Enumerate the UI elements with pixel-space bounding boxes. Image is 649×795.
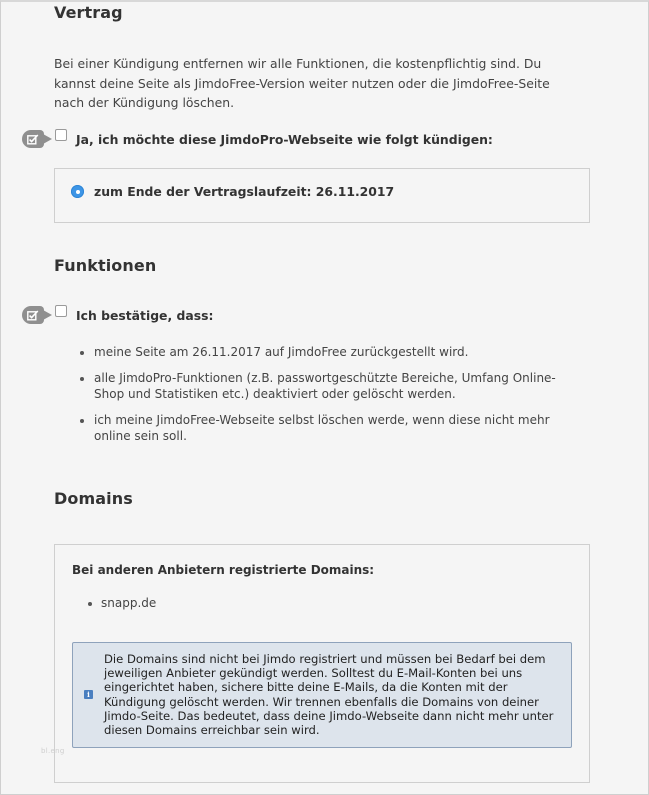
radio-selected-icon[interactable] — [71, 185, 84, 198]
vertrag-confirm-row — [22, 129, 493, 149]
domains-info-notice — [72, 642, 572, 748]
radio-option-end-of-term[interactable] — [71, 184, 394, 199]
section-heading-vertrag: Vertrag — [54, 3, 123, 22]
checkbox-marker-icon — [22, 306, 44, 324]
radio-option-label[interactable]: zum Ende der Vertragslaufzeit: 26.11.2017 — [94, 184, 395, 199]
info-icon: i — [84, 690, 93, 699]
vertrag-confirm-label[interactable]: Ja, ich möchte diese JimdoPro-Webseite wie folgt kündigen: — [76, 131, 493, 147]
list-item: ich meine JimdoFree-Webseite selbst löschen werde, wenn diese nicht mehr online sein soll. — [94, 412, 574, 445]
checkbox-marker-icon — [22, 130, 44, 148]
section-heading-domains: Domains — [54, 489, 133, 508]
cancellation-option-box — [54, 168, 590, 223]
funktionen-confirm-label[interactable]: Ich bestätige, dass: — [76, 307, 214, 323]
funktionen-list — [94, 344, 574, 454]
domain-list — [101, 596, 156, 610]
domain-item: snapp.de — [101, 596, 157, 610]
list-item: meine Seite am 26.11.2017 auf JimdoFree zurückgestellt wird. — [94, 344, 574, 361]
funktionen-confirm-row — [22, 305, 213, 325]
domains-box — [54, 544, 590, 783]
info-text: Die Domains sind nicht bei Jimdo registriert und müssen bei Bedarf bei dem jeweiligen Anbieter gekündigt werden. Solltest du E-Mail-Konten bei uns eingerichtet haben, sichere bitte deine E-Mails, da die Konten mit der Kündigung gelöscht werden. Wir trennen ebenfalls die Domains von deiner Jimdo-Seite. Das bedeutet, dass deine Jimdo-Webseite dann nicht mehr unter diesen Domains erreichbar sein wird. — [104, 652, 554, 738]
funktionen-confirm-checkbox[interactable] — [55, 305, 67, 317]
watermark: bl.eng — [41, 747, 65, 755]
domains-box-title: Bei anderen Anbietern registrierte Domains: — [72, 563, 375, 577]
vertrag-confirm-checkbox[interactable] — [55, 129, 67, 141]
section-heading-funktionen: Funktionen — [54, 256, 157, 275]
list-item: alle JimdoPro-Funktionen (z.B. passwortgeschützte Bereiche, Umfang Online-Shop und Statistiken etc.) deaktiviert oder gelöscht werden. — [94, 370, 574, 403]
vertrag-description: Bei einer Kündigung entfernen wir alle Funktionen, die kostenpflichtig sind. Du kannst deine Seite als JimdoFree-Version weiter nutzen oder die JimdoFree-Seite nach der Kündigung löschen. — [54, 56, 550, 110]
